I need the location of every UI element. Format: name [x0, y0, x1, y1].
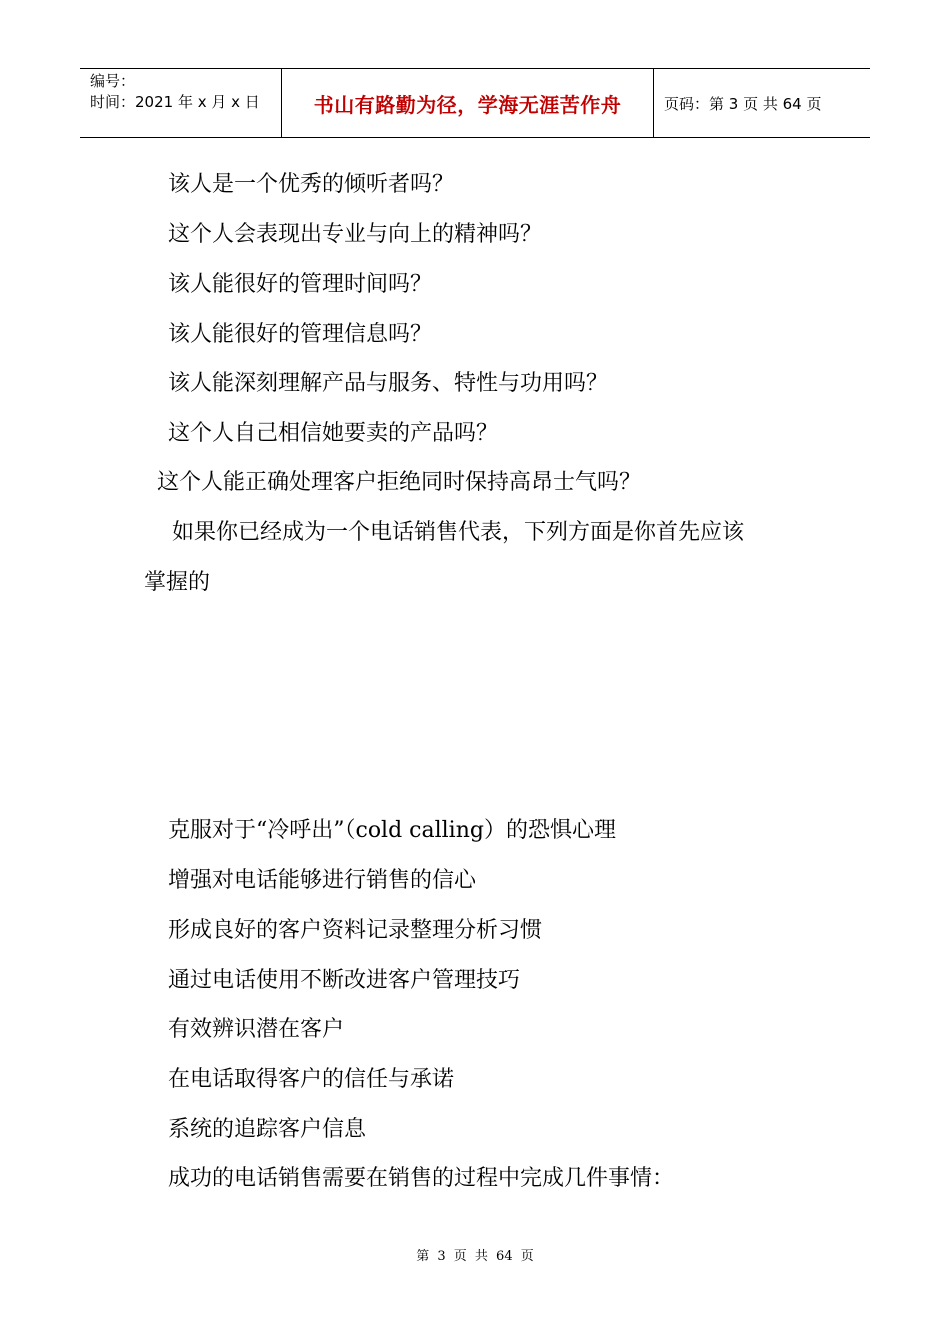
- question-line: 该人是一个优秀的倾听者吗？: [168, 172, 455, 197]
- skill-line: 系统的追踪客户信息: [168, 1117, 367, 1142]
- question-line: 该人能深刻理解产品与服务、特性与功用吗？: [168, 371, 609, 396]
- header-meta: [80, 69, 282, 137]
- paragraph-line-2: 掌握的: [144, 570, 211, 595]
- header-page-info: 页码：第 3 页 共 64 页: [664, 94, 822, 113]
- question-line: 该人能很好的管理时间吗？: [168, 272, 433, 297]
- question-line: 这个人会表现出专业与向上的精神吗？: [168, 222, 543, 247]
- question-line: 这个人自己相信她要卖的产品吗？: [168, 421, 499, 446]
- skill-line: 通过电话使用不断改进客户管理技巧: [168, 968, 521, 993]
- skill-line: 形成良好的客户资料记录整理分析习惯: [168, 918, 543, 943]
- header-motto: 书山有路勤为径，学海无涯苦作舟: [282, 69, 654, 137]
- question-line: 这个人能正确处理客户拒绝同时保持高昂士气吗？: [157, 470, 642, 495]
- paragraph-line-1: 如果你已经成为一个电话销售代表，下列方面是你首先应该: [172, 520, 745, 545]
- number-label: 编号：: [90, 72, 136, 90]
- date-label: 时间：2021 年 x 月 x 日: [90, 93, 260, 111]
- page-header: [80, 68, 870, 138]
- page-footer: 第 3 页 共 64 页: [416, 1249, 534, 1264]
- question-line: 该人能很好的管理信息吗？: [168, 322, 433, 347]
- skill-line: 成功的电话销售需要在销售的过程中完成几件事情：: [168, 1166, 675, 1191]
- skill-line: 有效辨识潜在客户: [168, 1017, 345, 1042]
- skill-line: 增强对电话能够进行销售的信心: [168, 868, 477, 893]
- skill-line: 克服对于“冷呼出”（cold calling）的恐惧心理: [168, 818, 616, 843]
- skill-line: 在电话取得客户的信任与承诺: [168, 1067, 455, 1092]
